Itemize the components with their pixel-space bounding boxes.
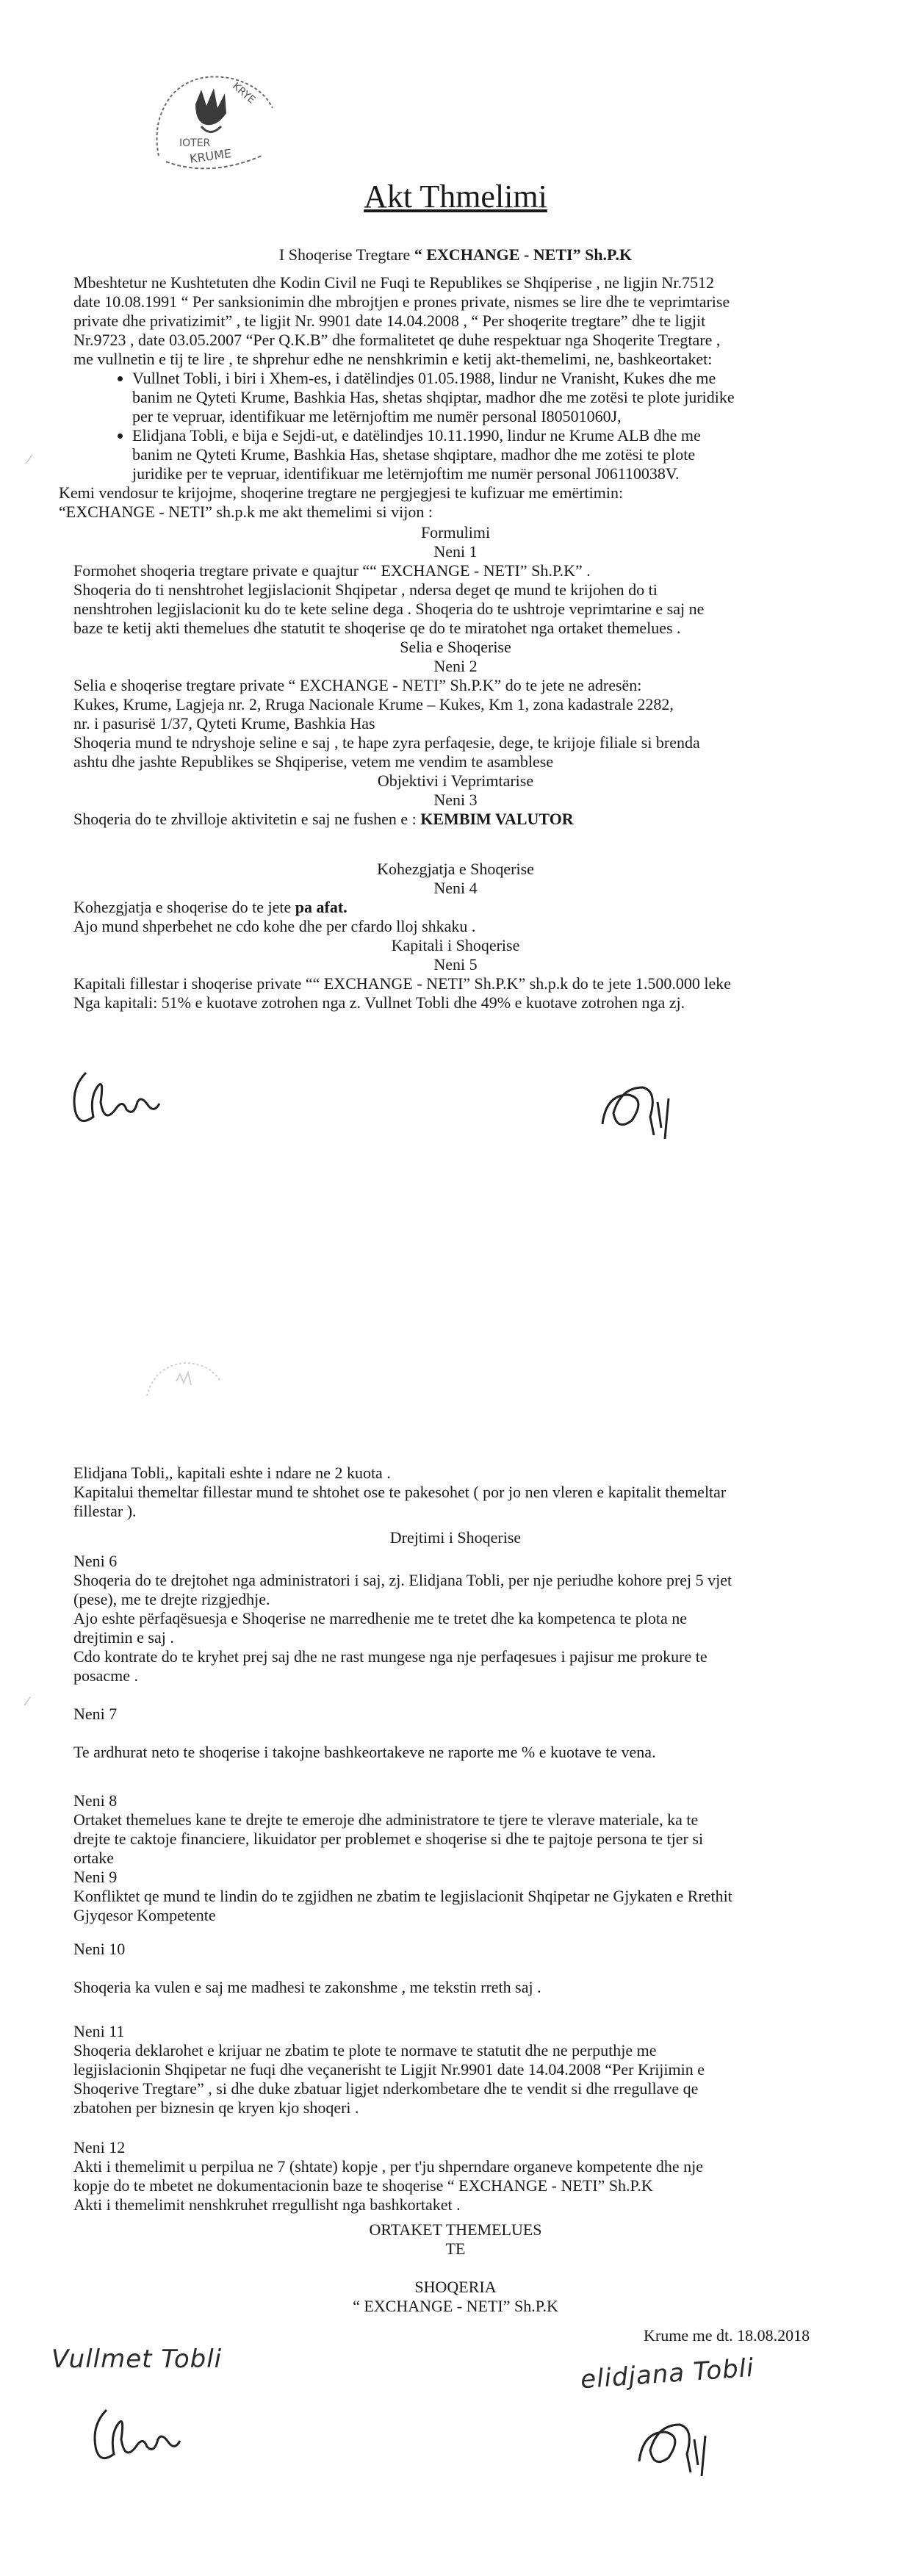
signature-left xyxy=(68,1058,170,1139)
capital-continuation xyxy=(73,1464,852,1521)
article-7-line: Te ardhurat neto te shoqerise i takojne bashkeortakeve ne raporte me % e kuotave te vena. xyxy=(73,1743,656,1761)
article-1-line: baze te ketij akti themelues dhe statutit te shoqerise qe do te miratohet nga ortaket themelues . xyxy=(73,619,681,637)
article-6-line: Ajo eshte përfaqësuesja e Shoqerise ne marredhenie me te tretet dhe ka kompetenca te plota ne xyxy=(73,1609,688,1627)
signature-right xyxy=(588,1073,691,1146)
article-2-line: nr. i pasurisë 1/37, Qyteti Krume, Bashkia Has xyxy=(73,714,375,733)
decision-paragraph xyxy=(59,483,838,522)
article-3-heading: Neni 3 xyxy=(433,791,478,809)
article-12-line: kopje do te mbetet ne dokumentacionin baze te shoqerise “ EXCHANGE - NETI” Sh.P.K xyxy=(73,2176,653,2195)
section-heading-formulimi: Formulimi xyxy=(420,523,491,542)
document-title: Akt Thmelimi xyxy=(364,179,547,215)
partner-line: • Vullnet Tobli, i biri i Xhem-es, i datëlindjes 01.05.1988, lindur ne Vranisht, Kukes dhe me xyxy=(132,369,716,387)
article-2-line: Kukes, Krume, Lagjeja nr. 2, Rruga Nacionale Krume – Kukes, Km 1, zona kadastrale 2282, xyxy=(73,695,674,713)
section-heading-selia: Selia e Shoqerise xyxy=(400,638,511,656)
partner-line: juridike per te vepruar, identifikuar me letërnjoftim me numër personal J06110038V. xyxy=(132,464,680,483)
article-2-line: Selia e shoqerise tregtare private “ EXCHANGE - NETI” Sh.P.K” do te jete ne adresën: xyxy=(73,676,642,694)
company-heading xyxy=(0,245,911,265)
article-6-heading: Neni 6 xyxy=(73,1552,118,1570)
signature-left-final xyxy=(88,2395,191,2476)
company-heading-name: “ EXCHANGE - NETI” Sh.P.K xyxy=(414,245,633,264)
intro-paragraph xyxy=(73,273,852,369)
article-6-line: drejtimin e saj . xyxy=(73,1628,174,1647)
article-5-line: Nga kapitali: 51% e kuotave zotrohen nga z. Vullnet Tobli dhe 49% e kuotave zotrohen nga zj. xyxy=(73,993,685,1012)
article-7 xyxy=(73,1705,852,1762)
article-3-body xyxy=(73,810,852,829)
article-11-line: Shoqerive Tregtare” , si dhe duke zbatuar ligjet nderkombetare dhe te vendit si dhe rregullave qe xyxy=(73,2079,699,2098)
section-heading-objektivi: Objektivi i Veprimtarise xyxy=(377,771,534,790)
page-2 xyxy=(0,1293,911,2576)
article-11 xyxy=(73,2022,852,2118)
article-6-line: Shoqeria do te drejtohet nga administratori i saj, zj. Elidjana Tobli, per nje periudhe kohore prej 5 vjet xyxy=(73,1571,732,1589)
closing-line: SHOQERIA xyxy=(414,2278,497,2296)
article-2-body xyxy=(73,676,852,771)
closing-block xyxy=(0,2220,911,2316)
partner-line: per te vepruar, identifikuar me letërnjoftim me numër personal I80501060J, xyxy=(132,407,622,425)
article-7-heading: Neni 7 xyxy=(73,1705,118,1723)
partner-line: • Elidjana Tobli, e bija e Sejdi-ut, e datëlindjes 10.11.1990, lindur ne Krume ALB dhe me xyxy=(132,426,701,445)
article-2-heading: Neni 2 xyxy=(433,657,478,675)
capital-line: Kapitalui themeltar fillestar mund te shtohet ose te pakesohet ( por jo nen vleren e kapitalit themeltar xyxy=(73,1483,727,1501)
partners-list xyxy=(103,369,852,483)
article-4-text: Kohezgjatja e shoqerise do te jete xyxy=(73,898,295,916)
article-9-line: Konfliktet qe mund te lindin do te zgjidhen ne zbatim te legjislacionit Shqipetar ne Gjykaten e Rrethit xyxy=(73,1887,732,1905)
faint-stamp xyxy=(140,1352,228,1411)
article-8-line: Ortaket themelues kane te drejte te emeroje dhe administratore te tjere te vlerave materiale, ka te xyxy=(73,1810,699,1829)
article-12-heading: Neni 12 xyxy=(73,2138,126,2156)
article-9-heading: Neni 9 xyxy=(73,1868,118,1886)
stamp-text-mid: IOTER xyxy=(179,137,211,149)
section-heading-kapitali: Kapitali i Shoqerise xyxy=(391,936,520,954)
handwritten-name-left: Vullmet Tobli xyxy=(51,2345,223,2374)
article-4-body xyxy=(73,898,852,936)
article-3-activity: KEMBIM VALUTOR xyxy=(420,810,574,828)
intro-line: private dhe privatizimit” , te ligjit Nr. 9901 date 14.04.2008 , “ Per shoqerite tregtare” dhe te ligjit xyxy=(73,312,706,330)
intro-line: me vullnetin e tij te lire , te shprehur edhe ne nenshkrimin e ketij akt-themelimi, ne, bashkeortaket: xyxy=(73,350,713,368)
article-1-line: Shoqeria do ti nenshtrohet legjislacionit Shqipetar , ndersa deget qe mund te krijohen do ti xyxy=(73,580,658,599)
stamp-text-bottom: KRUME xyxy=(188,146,233,166)
closing-line xyxy=(0,2259,911,2278)
article-8-heading: Neni 8 xyxy=(73,1791,118,1810)
article-1-body xyxy=(73,561,852,638)
article-1-line: Formohet shoqeria tregtare private e quajtur ““ EXCHANGE - NETI” Sh.P.K” . xyxy=(73,561,591,580)
article-9 xyxy=(73,1868,852,1925)
article-10-line: Shoqeria ka vulen e saj me madhesi te zakonshme , me tekstin rreth saj . xyxy=(73,1978,541,1996)
article-6 xyxy=(73,1552,852,1685)
article-4-heading: Neni 4 xyxy=(433,879,478,897)
partner-item xyxy=(132,426,852,483)
article-8-line: drejte te caktoje financiere, likuidator per problemet e shoqerise si dhe te pajtoje persona te tjer si xyxy=(73,1830,704,1848)
article-2-line: ashtu dhe jashte Republikes se Shqiperise, vetem me vendim te asamblese xyxy=(73,752,554,771)
article-10 xyxy=(73,1940,852,1997)
article-11-line: Shoqeria deklarohet e krijuar ne zbatim te plote te normave te statutit dhe ne perputhje me xyxy=(73,2041,657,2059)
article-4-line: Ajo mund shperbehet ne cdo kohe dhe per cfardo lloj shkaku . xyxy=(73,917,476,935)
article-1-heading: Neni 1 xyxy=(433,542,478,561)
article-8 xyxy=(73,1791,852,1868)
article-4-line xyxy=(73,898,852,917)
section-heading-kohezgjatja: Kohezgjatja e Shoqerise xyxy=(377,860,534,878)
article-3-text: Shoqeria do te zhvilloje aktivitetin e saj ne fushen e : xyxy=(73,810,421,828)
partner-line: banim ne Qyteti Krume, Bashkia Has, shetase shqiptare, madhor dhe me zotësi te plote xyxy=(132,445,696,464)
article-8-line: ortake xyxy=(73,1849,114,1867)
capital-line: fillestar ). xyxy=(73,1502,137,1520)
article-12 xyxy=(73,2138,852,2215)
handwritten-name-right: elidjana Tobli xyxy=(579,2353,755,2395)
decision-line: “EXCHANGE - NETI” sh.p.k me akt themelimi si vijon : xyxy=(59,503,433,521)
article-6-line: Cdo kontrate do te kryhet prej saj dhe ne rast mungese nga nje perfaqesues i pajisur me prokure te xyxy=(73,1647,707,1666)
seal-stamp xyxy=(144,68,284,178)
partner-line: banim ne Qyteti Krume, Bashkia Has, shetas shqiptar, madhor dhe me zotësi te plote juridike xyxy=(132,388,735,406)
article-2-line: Shoqeria mund te ndryshoje seline e saj , te hape zyra perfaqesie, dege, te krijoje filiale si brenda xyxy=(73,733,700,752)
capital-line: Elidjana Tobli,, kapitali eshte i ndare ne 2 kuota . xyxy=(73,1464,391,1482)
company-heading-prefix: I Shoqerise Tregtare xyxy=(278,245,414,264)
intro-line: Nr.9723 , date 03.05.2007 “Per Q.K.B” dhe formalitetet qe duhe respektuar nga Shoqerite Tregtare , xyxy=(73,331,721,349)
closing-line: ORTAKET THEMELUES xyxy=(369,2220,542,2239)
partner-item xyxy=(132,369,852,426)
closing-line: “ EXCHANGE - NETI” Sh.P.K xyxy=(353,2297,558,2315)
decision-line: Kemi vendosur te krijojme, shoqerine tregtare ne pergjegjesi te kufizuar me emërtimin: xyxy=(59,483,624,502)
intro-line: date 10.08.1991 “ Per sanksionimin dhe mbrojtjen e prones private, nismes se lire dhe te veprimtarise xyxy=(73,292,730,311)
article-11-line: zbatohen per biznesin qe kryen kjo shoqeri . xyxy=(73,2098,359,2117)
intro-line: Mbeshtetur ne Kushtetuten dhe Kodin Civil ne Fuqi te Republikes se Shqiperise , ne ligjin Nr.7512 xyxy=(73,273,714,292)
section-heading-drejtimi: Drejtimi i Shoqerise xyxy=(389,1528,522,1547)
article-11-heading: Neni 11 xyxy=(73,2022,125,2040)
article-5-body xyxy=(73,974,852,1012)
article-10-heading: Neni 10 xyxy=(73,1940,126,1958)
article-5-heading: Neni 5 xyxy=(433,955,478,974)
binder-hole-mark: ⁄ xyxy=(26,1694,29,1708)
article-4-duration: pa afat. xyxy=(295,898,348,916)
page-1 xyxy=(0,0,911,1234)
place-date: Krume me dt. 18.08.2018 xyxy=(644,2326,810,2345)
article-1-line: nenshtrohen legjislacionit ku do te kete seline dega . Shoqeria do te ushtroje veprimtarine e saj ne xyxy=(73,600,705,618)
article-9-line: Gjyqesor Kompetente xyxy=(73,1906,216,1924)
stamp-text-top: KRYE xyxy=(230,80,258,107)
article-6-line: (pese), me te drejte rizgjedhje. xyxy=(73,1590,270,1608)
signature-right-final xyxy=(624,2410,727,2483)
article-5-line: Kapitali fillestar i shoqerise private ““ EXCHANGE - NETI” Sh.P.K” sh.p.k do te jete 1.500.000 leke xyxy=(73,974,732,993)
article-11-line: legjislacionin Shqipetar ne fuqi dhe veçanerisht te Ligjit Nr.9901 date 14.04.2008 “Per Krijimin e xyxy=(73,2060,705,2079)
article-12-line: Akti i themelimit u perpilua ne 7 (shtate) kopje , per t'ju shperndare organeve kompetente dhe nje xyxy=(73,2157,704,2176)
closing-line: TE xyxy=(445,2239,466,2258)
article-6-line: posacme . xyxy=(73,1666,138,1685)
binder-hole-mark: ⁄ xyxy=(28,452,31,467)
article-12-line: Akti i themelimit nenshkruhet rregullisht nga bashkortaket . xyxy=(73,2195,461,2214)
